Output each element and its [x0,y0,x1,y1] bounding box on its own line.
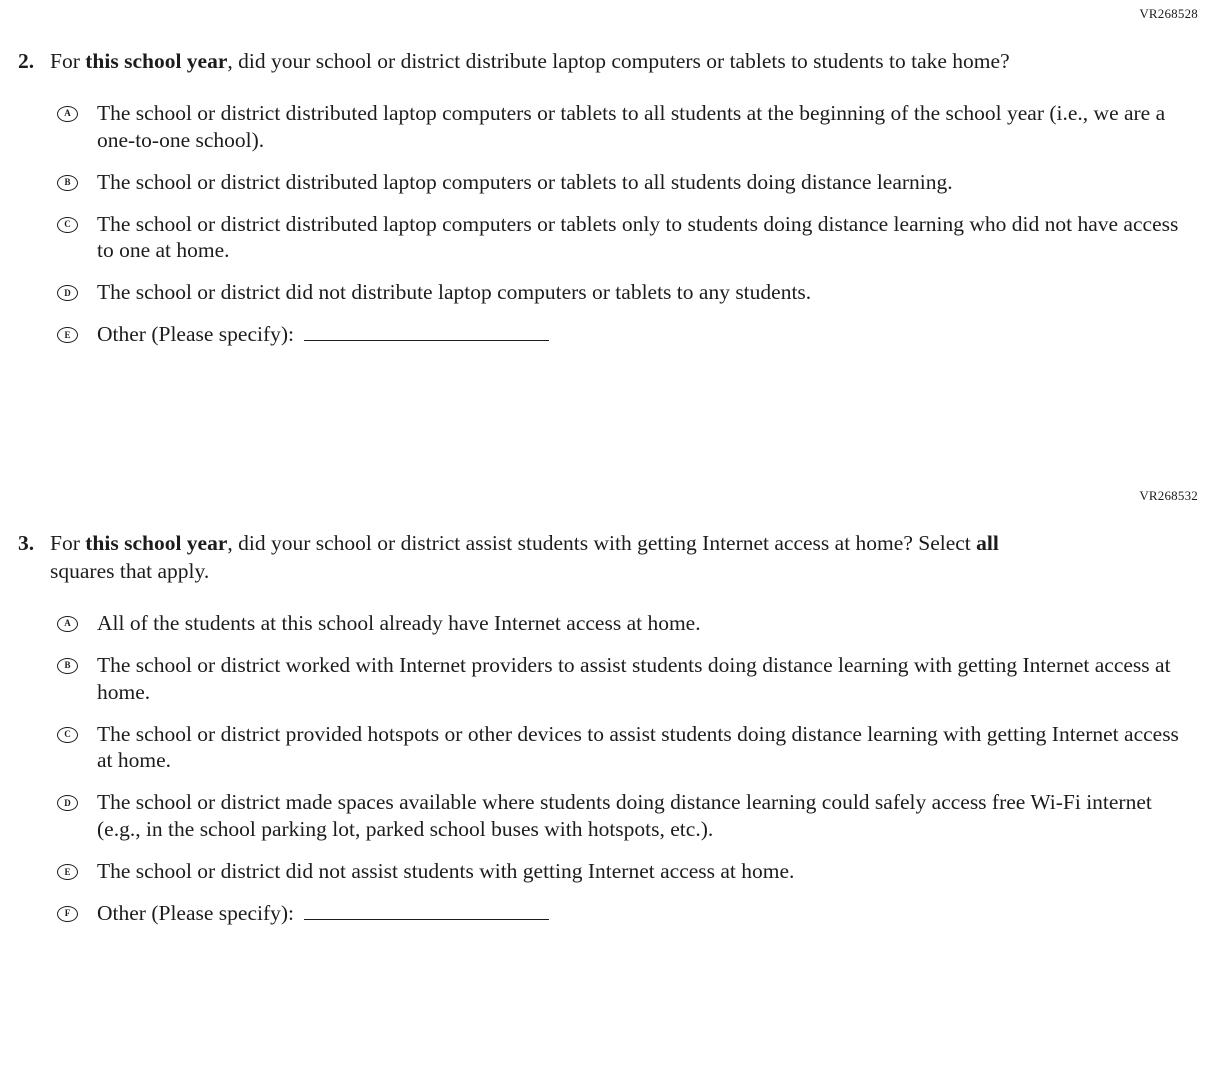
answer-bubble-3d[interactable] [57,795,78,811]
other-specify-input-q3[interactable] [304,900,549,920]
option-letter: F [64,908,71,919]
option-row-2a [0,100,1212,154]
question-2-options [0,100,1212,348]
option-row-3c [0,721,1212,775]
option-text-3b: The school or district worked with Internet providers to assist students doing distance learning with getting Internet access at home. [97,652,1171,704]
question-3-code: VR268532 [1139,488,1198,504]
other-specify-input-q2[interactable] [304,321,549,341]
answer-bubble-2e[interactable] [57,327,78,343]
option-text-2e [97,321,549,348]
question-2-title [50,48,1010,76]
option-row-2d [0,279,1212,306]
option-text-3c: The school or district provided hotspots or other devices to assist students doing distance learning with getting Internet access at home. [97,721,1179,773]
question-3-title [50,530,1058,586]
option-letter: A [64,618,71,629]
option-letter: C [64,729,71,740]
question-2-head [0,48,1212,76]
question-3-number: 3. [18,531,35,556]
option-text-2a: The school or district distributed laptop computers or tablets to all students at the beginning of the school year (i.e., we are a one-to-one school). [97,100,1166,152]
option-row-3e [0,858,1212,885]
option-letter: B [64,660,71,671]
question-2-block [0,6,1212,348]
option-letter: B [64,177,71,188]
title-segment: squares that apply. [50,559,210,583]
title-segment: For [50,49,86,73]
answer-bubble-2b[interactable] [57,175,78,191]
option-letter: E [64,329,71,340]
option-letter: A [64,108,71,119]
option-row-3a [0,610,1212,637]
answer-bubble-3f[interactable] [57,906,78,922]
answer-bubble-2a[interactable] [57,106,78,122]
option-text-3d: The school or district made spaces available where students doing distance learning could safely access free Wi-Fi internet (e.g., in the school parking lot, parked school buses with hotspots, etc.). [97,790,1152,842]
question-3-block [0,488,1212,927]
answer-bubble-3b[interactable] [57,658,78,674]
answer-bubble-3e[interactable] [57,864,78,880]
title-segment-bold: this school year [85,531,228,556]
option-text-3e: The school or district did not assist students with getting Internet access at home. [97,859,795,884]
answer-bubble-3a[interactable] [57,616,78,632]
option-row-2b [0,169,1212,196]
option-row-3f [0,900,1212,927]
answer-bubble-2c[interactable] [57,217,78,233]
option-text-3a: All of the students at this school already have Internet access at home. [97,610,701,635]
option-text-3f [97,900,549,927]
title-segment: , did your school or district assist students with getting Internet access at home? Select [227,531,977,556]
question-2-code: VR268528 [1139,6,1198,21]
answer-bubble-3c[interactable] [57,727,78,743]
option-row-2c [0,211,1212,265]
option-text-2d: The school or district did not distribute laptop computers or tablets to any students. [97,280,812,305]
title-segment-bold: this school year [85,49,228,73]
option-letter: D [64,287,71,298]
option-letter: E [64,866,71,877]
answer-bubble-2d[interactable] [57,285,78,301]
question-3-head [0,530,1212,586]
question-2-number: 2. [18,49,35,73]
option-letter: C [64,219,71,230]
option-row-2e [0,321,1212,348]
option-row-3d [0,789,1212,843]
other-label: Other (Please specify): [97,322,295,347]
question-3-options [0,610,1212,927]
title-segment: For [50,531,86,556]
other-label: Other (Please specify): [97,900,295,925]
option-text-2c: The school or district distributed laptop computers or tablets only to students doing distance learning who did not have access to one at home. [97,211,1179,263]
title-segment-bold: all [976,531,999,556]
title-segment: , did your school or district distribute laptop computers or tablets to students to take home? [227,49,1010,73]
option-text-2b: The school or district distributed laptop computers or tablets to all students doing distance learning. [97,169,953,194]
option-row-3b [0,652,1212,706]
option-letter: D [64,797,71,808]
